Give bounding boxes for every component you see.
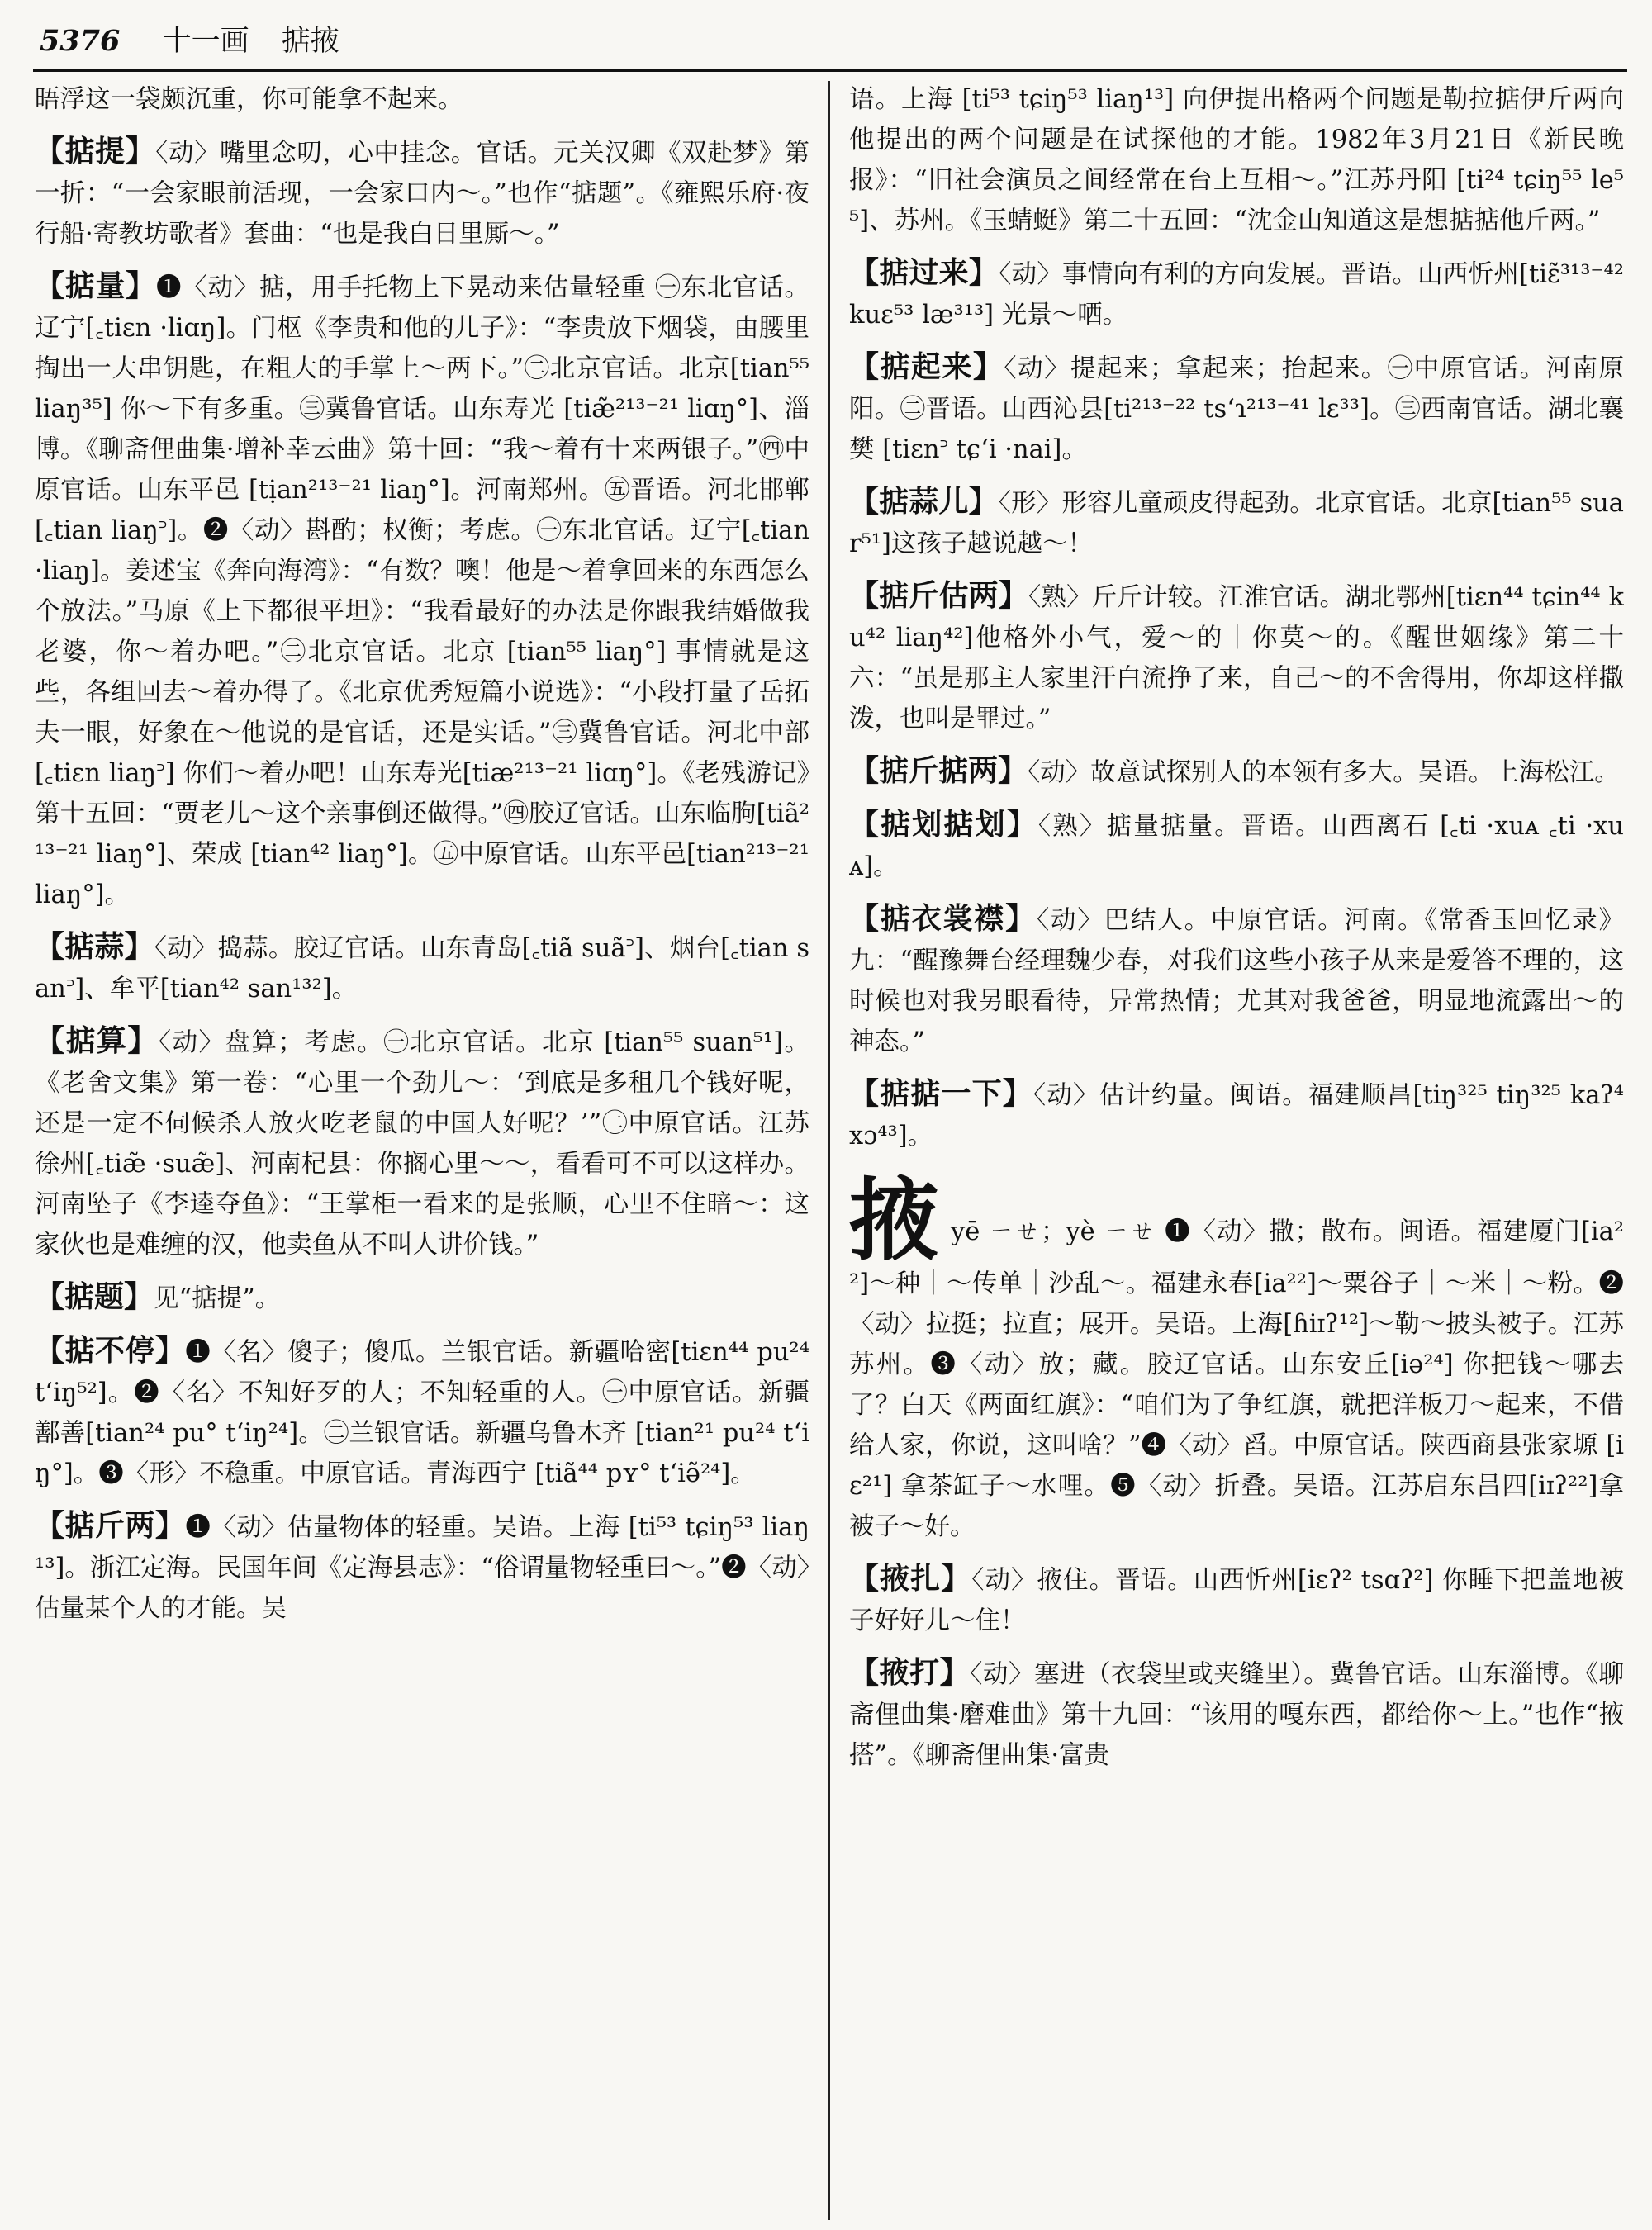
entry-headword: 【掂斤两】 — [35, 1508, 186, 1543]
dictionary-entry — [849, 1559, 1624, 1641]
character-entry — [849, 1169, 1624, 1547]
page-header — [40, 18, 1626, 64]
entry-text: 晤浮这一袋颇沉重，你可能拿不起来。 — [35, 85, 463, 114]
entry-text: 〈动〉故意试探别人的本领有多大。吴语。上海松江。 — [1028, 758, 1620, 787]
dictionary-entry — [849, 899, 1624, 1062]
entry-text: 〈动〉塞进（衣袋里或夹缝里）。冀鲁官话。山东淄博。《聊斋俚曲集·磨难曲》第十九回：“该用的嘎东西，都给你～上。”也作“掖搭”。《聊斋俚曲集·富贵 — [849, 1660, 1624, 1770]
dictionary-entry — [35, 927, 809, 1009]
dictionary-entry — [849, 347, 1624, 470]
entry-headword: 【掖扎】 — [849, 1561, 972, 1596]
entry-headword: 【掂提】 — [35, 134, 156, 168]
entry-text: 〈动〉估计约量。闽语。福建顺昌[tiŋ³²⁵ tiŋ³²⁵ kaʔ⁴ xɔ⁴³]。 — [849, 1081, 1624, 1151]
dictionary-entry — [35, 1331, 809, 1494]
entry-headword: 【掂起来】 — [849, 349, 1004, 384]
entry-text: ❶〈名〉傻子；傻瓜。兰银官话。新疆哈密[tiɛn⁴⁴ pu²⁴ tʻiŋ⁵²]。❷〈名〉不知好歹的人；不知轻重的人。㊀中原官话。新疆鄯善[tian²⁴ pu° tʻiŋ²⁴]。㊁兰银官话。新疆乌鲁木齐 [tian²¹ pu²⁴ tʻiŋ°]。❸〈形〉不稳重。中原官话。青海西宁 [tiã⁴⁴ pʏ° tʻiə̃²⁴]。 — [35, 1338, 809, 1488]
stroke-section: 十一画 — [162, 25, 249, 58]
dictionary-entry — [849, 804, 1624, 887]
dictionary-entry — [35, 1021, 809, 1265]
entry-headword: 【掂题】 — [35, 1279, 154, 1314]
dictionary-entry — [35, 1277, 809, 1319]
dictionary-entry — [849, 253, 1624, 335]
continuation-text — [849, 79, 1624, 241]
entry-text: 〈熟〉掂量掂量。晋语。山西离石 [꜀ti ·xuᴀ ꜀ti ·xuᴀ]。 — [849, 812, 1624, 881]
entry-headword: 【掖打】 — [849, 1655, 971, 1690]
entry-headword: 【掂斤估两】 — [849, 578, 1028, 613]
dictionary-entry — [849, 482, 1624, 564]
entry-headword: 【掂掂一下】 — [849, 1076, 1033, 1111]
entry-text: 语。上海 [ti⁵³ tɕiŋ⁵³ liaŋ¹³] 向伊提出格两个问题是勒拉掂伊斤两向他提出的两个问题是在试探他的才能。1982年3月21日《新民晚报》：“旧社会演员之间经常在台上互相～。”江苏丹阳 [ti²⁴ tɕiŋ⁵⁵ le⁵⁵]、苏州。《玉蜻蜓》第二十五回：“沈金山知道这是想掂掂他斤两。” — [849, 85, 1624, 235]
entry-headword: 【掂斤掂两】 — [849, 753, 1028, 788]
right-column — [849, 79, 1624, 2227]
head-character: 掖 — [849, 1169, 939, 1273]
entry-headword: 【掂蒜】 — [35, 929, 154, 964]
entry-headword: 【掂算】 — [35, 1023, 159, 1058]
left-column — [35, 79, 809, 2227]
entry-text: yē ㄧㄝ；yè ㄧㄝ ❶〈动〉撒；散布。闽语。福建厦门[ia²²]～种｜～传单｜沙乱～。福建永春[ia²²]～粟谷子｜～米｜～粉。❷〈动〉拉挺；拉直；展开。吴语。上海[ɦiɪʔ¹²]～勒～披头被子。江苏苏州。❸〈动〉放；藏。胶辽官话。山东安丘[iə²⁴] 你把钱～哪去了？白天《两面红旗》：“咱们为了争红旗，就把洋板刀～起来，不借给人家，你说，这叫啥？”❹〈动〉舀。中原官话。陕西商县张家塬 [iɛ²¹] 拿茶缸子～水哩。❺〈动〉折叠。吴语。江苏启东吕四[iɪʔ²²]拿被子～好。 — [849, 1217, 1624, 1541]
entry-text: 〈动〉掖住。晋语。山西忻州[iɛʔ² tsɑʔ²] 你睡下把盖地被子好好儿～住！ — [849, 1566, 1624, 1635]
entry-headword: 【掂划掂划】 — [849, 807, 1038, 842]
entry-text: 〈动〉事情向有利的方向发展。晋语。山西忻州[tiɛ̃³¹³⁻⁴² kuɛ⁵³ læ³¹³] 光景～哂。 — [849, 260, 1624, 330]
entry-headword: 【掂过来】 — [849, 255, 999, 290]
entry-text: 〈动〉巴结人。中原官话。河南。《常香玉回忆录》九：“醒豫舞台经理魏少春，对我们这些小孩子从来是爱答不理的，这时候也对我另眼看待，异常热情；尤其对我爸爸，明显地流露出～的神态。” — [849, 906, 1624, 1056]
dictionary-entry — [849, 1653, 1624, 1776]
entry-text: ❶〈动〉估量物体的轻重。吴语。上海 [ti⁵³ tɕiŋ⁵³ liaŋ¹³]。浙江定海。民国年间《定海县志》：“俗谓量物轻重曰～。”❷〈动〉估量某个人的才能。吴 — [35, 1513, 809, 1623]
entry-headword: 【掂量】 — [35, 268, 157, 303]
entry-text: ❶〈动〉掂，用手托物上下晃动来估量轻重 ㊀东北官话。辽宁[꜀tiɛn ·liɑŋ]。门枢《李贵和他的儿子》：“李贵放下烟袋，由腰里掏出一大串钥匙，在粗大的手掌上～两下。”㊁北京官话。北京[tian⁵⁵ liaŋ³⁵] 你～下有多重。㊂冀鲁官话。山东寿光 [tiæ̃²¹³⁻²¹ liɑŋ°]、淄博。《聊斋俚曲集·增补幸云曲》第十回：“我～着有十来两银子。”㊃中原官话。山东平邑 [tịan²¹³⁻²¹ liaŋ°]。河南郑州。㊄晋语。河北邯郸[꜀tian liaŋ꜄]。❷〈动〉斟酌；权衡；考虑。㊀东北官话。辽宁[꜀tian ·liaŋ]。姜述宝《奔向海湾》：“有数？噢！他是～着拿回来的东西怎么个放法。”马原《上下都很平坦》：“我看最好的办法是你跟我结婚做我老婆，你～着办吧。”㊁北京官话。北京 [tian⁵⁵ liaŋ°] 事情就是这些，各组回去～着办得了。《北京优秀短篇小说选》：“小段打量了岳拓夫一眼，好象在～他说的是官话，还是实话。”㊂冀鲁官话。河北中部 [꜀tiɛn liaŋ꜄] 你们～着办吧！山东寿光[tiæ²¹³⁻²¹ liɑŋ°]。《老残游记》第十五回：“贾老儿～这个亲事倒还做得。”㊃胶辽官话。山东临朐[tiã²¹³⁻²¹ liaŋ°]、荣成 [tian⁴² liaŋ°]。㊄中原官话。山东平邑[tian²¹³⁻²¹ liaŋ°]。 — [35, 273, 809, 909]
entry-text: 见“掂提”。 — [154, 1284, 281, 1313]
dictionary-entry — [849, 576, 1624, 739]
entry-text: 〈熟〉斤斤计较。江淮官话。湖北鄂州[tiɛn⁴⁴ tɕin⁴⁴ ku⁴² liaŋ⁴²]他格外小气，爱～的｜你莫～的。《醒世姻缘》第二十六：“虽是那主人家里汗白流挣了来，自己～的不舍得用，你却这样撒泼，也叫是罪过。” — [849, 583, 1624, 733]
entry-headword: 【掂蒜儿】 — [849, 484, 999, 519]
header-characters: 掂掖 — [281, 25, 339, 58]
entry-headword: 【掂不停】 — [35, 1333, 186, 1368]
entry-headword: 【掂衣裳襟】 — [849, 901, 1037, 936]
dictionary-entry — [35, 266, 809, 915]
entry-text: 〈动〉提起来；拿起来；抬起来。㊀中原官话。河南原阳。㊁晋语。山西沁县[ti²¹³⁻²² tsʻɿ²¹³⁻⁴¹ lɛ³³]。㊂西南官话。湖北襄樊 [tiɛn꜄ tɕʻi ·nai]。 — [849, 354, 1624, 464]
dictionary-entry — [35, 1506, 809, 1629]
dictionary-entry — [849, 1074, 1624, 1156]
dictionary-entry — [849, 751, 1624, 793]
continuation-text — [35, 79, 809, 120]
entry-text: 〈动〉嘴里念叨，心中挂念。官话。元关汉卿《双赴梦》第一折：“一会家眼前活现，一会家口内～。”也作“掂题”。《雍熙乐府·夜行船·寄教坊歌者》套曲：“也是我白日里厮～。” — [35, 139, 809, 249]
entry-text: 〈动〉捣蒜。胶辽官话。山东青岛[꜀tiã suã꜄]、烟台[꜀tian san꜄]、牟平[tian⁴² san¹³²]。 — [35, 934, 809, 1004]
page-number: 5376 — [40, 24, 121, 58]
entry-text: 〈形〉形容儿童顽皮得起劲。北京官话。北京[tian⁵⁵ suar⁵¹]这孩子越说越～！ — [849, 489, 1624, 558]
column-divider — [828, 81, 830, 2220]
header-rule — [33, 69, 1627, 72]
dictionary-entry — [35, 131, 809, 254]
entry-text: 〈动〉盘算；考虑。㊀北京官话。北京 [tian⁵⁵ suan⁵¹]。《老舍文集》第一卷：“心里一个劲儿～：‘到底是多租几个钱好呢，还是一定不伺候杀人放火吃老鼠的中国人好呢？’”㊁中原官话。江苏徐州[꜀tiæ̃ ·suæ̃]、河南杞县：你搁心里～～，看看可不可以这样办。河南坠子《李逵夺鱼》：“王掌柜一看来的是张顺，心里不住暗～：这家伙也是难缠的汉，他卖鱼从不叫人讲价钱。” — [35, 1028, 809, 1260]
